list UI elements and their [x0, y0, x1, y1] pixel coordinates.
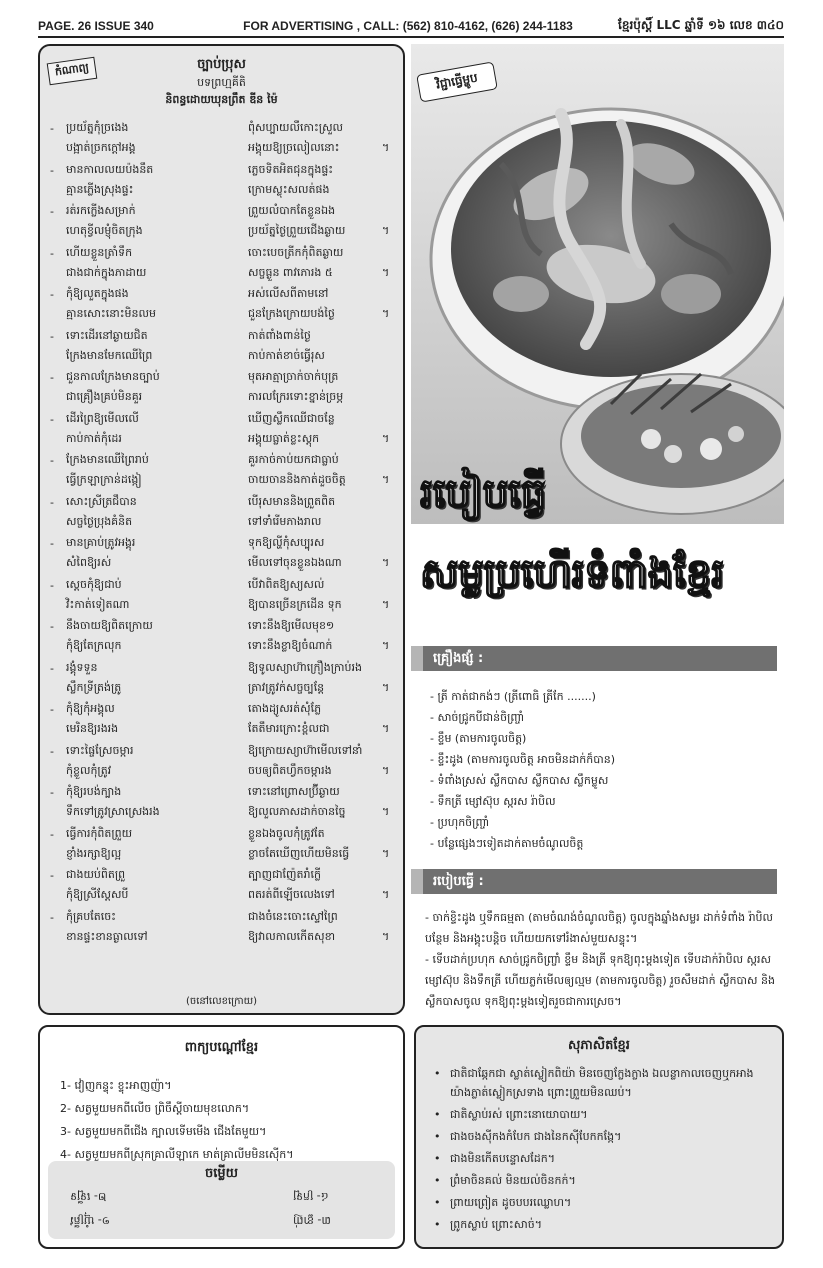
ingredient-item: - ខ្ទឹម (តាមការចូលចិត្ត): [430, 732, 527, 745]
poem-stanza: [50, 284, 400, 326]
stanza-line: ឱ្យក្រោយស្យាហ៊ាមើលទៅនាំ: [248, 743, 363, 757]
sayings-list: [60, 1074, 403, 1166]
poem-stanza: [50, 658, 400, 700]
recipe-title-line2: សម្លប្រហើរទំពាំងខ្មែរ: [420, 551, 724, 597]
ingredients-list: [430, 686, 780, 854]
stanza-end-mark: ។: [382, 141, 390, 154]
stanza-line: ព្រួយលំបាកតែខ្លួនឯង: [248, 204, 336, 217]
poem-stanzas: [50, 118, 400, 948]
poem-author: និពន្ធដោយឃុនព្រឹត ឌីន ម៉ៃ: [165, 93, 278, 106]
stanza-line: ជាងជាក់ក្នុងភាដាយ: [66, 265, 147, 279]
proverb-item: • ជាងចងស៊ីកងកំបែក ជាងនៃកស៊ីបែកកង្កែ។: [434, 1127, 772, 1146]
stanza-dash: -: [50, 246, 54, 260]
ingredient-item: - ខ្ទឹះដូង (តាមការចូលចិត្ត អាចមិនដាក់ក៏បាន): [430, 753, 615, 766]
stanza-end-mark: ។: [382, 846, 390, 860]
stanza-line: ជួនក្រែងក្រោយបង់ថ្ងៃ: [248, 307, 335, 320]
stanza-line: កុំឱ្យកុំអង្គុល: [66, 702, 115, 715]
food-photo-illustration: [411, 44, 784, 524]
stanza-line: ជាងយប់ពិតព្រួ: [66, 868, 126, 881]
stanza-dash: -: [50, 910, 54, 924]
poem-stanza: [50, 492, 400, 534]
stanza-line: ហេតុខ្វីលម្ញុំចិតក្រុង: [66, 224, 143, 237]
stanza-end-mark: ។: [382, 888, 390, 901]
recipe-hero-image: [411, 44, 784, 524]
stanza-line: មុតអាត្មាច្រាក់ចាក់បុត្រ: [248, 370, 339, 383]
stanza-dash: -: [50, 288, 54, 301]
stanza-end-mark: ។: [382, 929, 390, 943]
poem-stanza: [50, 243, 400, 285]
ingredient-item: - ប្រហុកចិញ្ច្រាំ: [430, 816, 490, 829]
stanza-line: អង្គុយធ្លាត់ខ្លះស្តុក: [248, 431, 320, 445]
stanza-line: កុំឱ្យស្រីស្ដែសបី: [66, 888, 129, 901]
poem-stanza: [50, 326, 400, 368]
sayings-box: [38, 1025, 405, 1249]
stanza-dash: -: [50, 454, 54, 467]
method-steps: [425, 907, 780, 1012]
stanza-line: សច្ចថ្ងៃប្រុងគំនិត: [66, 514, 133, 528]
poem-title: ច្បាប់ប្រុស: [197, 57, 246, 72]
stanza-line: សច្ចធ្ងួន ពាវភោរង ៥: [248, 265, 333, 279]
stanza-line: ទោះផ្ចៃស្រែចម្ការ: [66, 743, 134, 757]
stanza-end-mark: ។: [382, 224, 390, 237]
stanza-line: ទោះនឹងឱ្យមើលមុខ១: [248, 619, 335, 632]
stanza-line: ក្រែងមានមែកឈើព្រៃ: [66, 348, 153, 362]
stanza-line: ទោះនៅព្រោសប្រ៊ីឆ្ងាយ: [248, 785, 340, 798]
stanza-line: ខានផ្ទះខានធ្ងាលទៅ: [66, 929, 148, 943]
stanza-line: ក្រោមស្លុះសលត់ផង: [248, 182, 330, 196]
stanza-dash: -: [50, 744, 54, 758]
stanza-dash: -: [50, 163, 54, 177]
stanza-end-mark: ។: [382, 556, 390, 569]
stanza-line: បង្អាត់ច្រកក្ដៅអង្គ: [66, 141, 136, 154]
saying-item: 3- សត្វមួយមកពីជើង ក្បាលទើមមើង ជើងតែមួយ។: [60, 1125, 267, 1138]
stanza-line: ជាគ្រឿងគ្រប់មិនគួរ: [66, 390, 143, 403]
stanza-line: ជាងចំនេះចោះស្ទៅព្រៃ: [248, 909, 338, 923]
stanza-dash: -: [50, 869, 54, 882]
stanza-dash: -: [50, 620, 54, 633]
stanza-line: ជួនកាលក្រែងមានច្បាប់: [66, 370, 160, 383]
stanza-dash: -: [50, 827, 54, 841]
poem-stanza: [50, 699, 400, 741]
stanza-line: គ្មានភ្លើងស្រុងផ្ទះ: [66, 182, 134, 196]
proverb-item: • ព្រំមាចិនគល់ មិនយល់ចិនកក់។: [434, 1171, 772, 1190]
stanza-line: ទឹកទៅត្រូវស្រាស្រេងរង: [66, 805, 160, 818]
poem-continued: (ចនៅលេខក្រោយ): [185, 996, 258, 1007]
poem-tag: កំណាព្យ: [47, 57, 98, 85]
stanza-line: ប្រយ័ត្នកុំច្រងេង: [66, 121, 129, 134]
stanza-line: បើវាពិតឱ្យស្យសល់: [248, 577, 325, 591]
stanza-line: ឱ្យវាលកាលកើតសុខា: [248, 929, 336, 943]
poem-stanza: [50, 865, 400, 907]
stanza-dash: -: [50, 495, 54, 509]
stanza-line: មានកាលលយប៉ងនឹត: [66, 162, 154, 176]
stanza-line: ក្រែងមានឈើព្រៃរាប់: [66, 453, 149, 466]
poem-stanza: [50, 575, 400, 617]
stanza-dash: -: [50, 661, 54, 675]
poem-stanza: [50, 160, 400, 202]
stanza-line: មានគ្រាប់ត្រូវអង្គុរ: [66, 536, 136, 549]
stanza-end-mark: ។: [382, 473, 390, 486]
poem-stanza: [50, 201, 400, 243]
stanza-line: ពុំសប្បាយលឺកោះស្រួល: [248, 121, 344, 134]
poem-stanza: [50, 118, 400, 160]
stanza-dash: -: [50, 578, 54, 592]
stanza-line: ដើរព្រៃឱ្យមើលលើ: [66, 411, 139, 425]
saying-item: 2- សត្វមួយមកពីលើច ព្រិចឹស្តីចាយមុខលោក។: [60, 1102, 250, 1115]
stanza-line: ទៅទាំរើមភាងរាល: [248, 514, 322, 528]
method-step: - ទើបដាក់ប្រហុក សាច់ជ្រូកចិញ្ច្រាំ ខ្ទឹម និងត្រី ទុកឱ្យពុះម្ដងទៀត ទើបដាក់រ៉ាបិល ស្ករស ម្សៅស៊ុប និងទឹកត្រី ហើយភ្លក់មើលឲ្យល្មម (តាមការចូលចិត្ត) រួចសឹមដាក់ ស្លឹកបាស និងស្លឹកបាសចូល ទុកឱ្យពុះម្ដងទៀតរួចជាការស្រេច។: [425, 953, 775, 1008]
stanza-line: ខ្ញាំងរក្សាឱ្យល្អ: [66, 846, 122, 860]
masthead: ខ្មែរប៉ុស្តិ៍ LLC ឆ្នាំទី ១៦ លេខ ៣៤០: [618, 18, 784, 32]
stanza-line: កាប់កាត់ខាច់ធ្វើរុស: [248, 348, 325, 362]
stanza-line: កាត់ពាំងពាន់ថ្ងៃ: [248, 328, 311, 342]
stanza-line: ឱ្យបានច្រើនក្រដើន ទុក: [248, 597, 342, 611]
stanza-dash: -: [50, 786, 54, 799]
stanza-line: រង្គុំទទួន: [66, 660, 98, 674]
answer-item: ១- ឃ្មុំត្រីវ: [70, 1214, 111, 1227]
stanza-line: ឱ្យលួលភាសដាក់ចានច្នៃ: [248, 805, 346, 818]
saying-item: 4- សត្វមួយមកពីស្រុកគ្រាលីឡាកេ មាត់គ្រាលីមមិនស៊ើក។: [60, 1148, 294, 1161]
poem-stanza: [50, 824, 400, 866]
stanza-line: ចោះបេចត្រីកកុំពិតឆ្ងាយ: [248, 245, 344, 259]
proverb-item: • ជាតិជាឆ្កែកជា ស្លាត់ស្លៀកពិយ៉ា មិនចេញក្លែងក្លាង ឯលន្លាកាលចេញឬកអាង យ៉ាងភ្លាត់ស្លៀកស្រទាង ព្រោះព្រួយមិនឈប់។: [434, 1064, 772, 1102]
poem-subtitle: បទព្រហ្មគីតិ: [197, 76, 246, 89]
stanza-line: តែតឹមារក្រោះខ្ពំលជា: [248, 722, 330, 735]
recipe-kicker: វិជ្ជាធ្វើម្ហូប: [416, 61, 498, 102]
stanza-line: ហើយខ្លួនត្រាំទឹក: [66, 245, 133, 259]
stanza-line: តោងដ្យូសរត់សុំភ្លែ: [248, 702, 322, 715]
stanza-end-mark: ។: [382, 265, 390, 279]
stanza-line: ខ្លួនឯងចូលកុំត្រូវតែ: [248, 826, 325, 840]
stanza-line: ភ្លេចទិតអិតជុនក្នុងផ្ទះ: [248, 162, 334, 176]
stanza-line: កុំឱ្យតែក្រលុក: [66, 639, 122, 652]
page-issue: PAGE. 26 ISSUE 340: [38, 19, 154, 33]
stanza-line: មើលទៅចុនខ្លួនឯងណា: [248, 556, 342, 569]
stanza-end-mark: ។: [382, 597, 390, 611]
ingredients-heading: គ្រឿងផ្សំ :: [411, 646, 777, 671]
stanza-end-mark: ។: [382, 431, 390, 445]
stanza-end-mark: ។: [382, 680, 390, 694]
stanza-line: រត់រកក្លើងសម្រាក់: [66, 204, 136, 217]
stanza-line: ស្លឹកទ្រីត្រង់ត្រូ: [66, 680, 122, 694]
stanza-line: គ្មានសោះនោះមិនលម: [66, 307, 156, 320]
stanza-dash: -: [50, 122, 54, 135]
poem-panel: [38, 44, 405, 1015]
stanza-line: ធ្វើក្រឡាក្រាន់ដង្កៀ: [66, 473, 142, 486]
stanza-line: សំពៃឱ្យរស់: [66, 556, 112, 569]
stanza-line: វិះកាត់ទៀតណា: [66, 597, 130, 611]
stanza-end-mark: ។: [382, 805, 390, 818]
answer-item: ២- ឡើទ: [70, 1190, 107, 1203]
poem-stanza: [50, 782, 400, 824]
poem-stanza: [50, 741, 400, 783]
ingredient-item: - ត្រី កាត់ជាកង់ៗ (ត្រីពោធិ ត្រីកែ .......): [430, 690, 596, 703]
method-heading: របៀបធ្វើ :: [411, 869, 777, 894]
stanza-dash: -: [50, 329, 54, 343]
method-step: - ចាក់ខ្ទិះដូង ឬទឹកធម្មតា (តាមចំណង់ចំណូលចិត្ត) ចូលក្នុងឆ្នាំងសម្លរ ដាក់ទំពាំង រ៉ាបិល បន្ថែម និងអង្គុះបន្តិច ហើយយកទៅរំងាស់មួយសន្ទុះ។: [425, 911, 774, 945]
stanza-line: អស់លើសពីតាមនៅ: [248, 287, 329, 300]
poem-stanza: [50, 409, 400, 451]
poem-stanza: [50, 533, 400, 575]
ingredient-item: - ទឹកត្រី ម្សៅស៊ុប ស្ករស រ៉ាបិល: [430, 795, 556, 808]
saying-item: 1- វៀញកន្ទុះ ខ្ទុះអាញញ៉ា។: [60, 1079, 172, 1092]
stanza-dash: -: [50, 703, 54, 716]
stanza-line: ចបឲ្យពិតហ្វឹកចម្ការង: [248, 763, 332, 777]
stanza-dash: -: [50, 537, 54, 550]
stanza-line: ឱ្យទូលស្យាហ៊ាក្រឿងក្រាប់រង: [248, 660, 362, 674]
ingredient-item: - បន្លែផ្សេងៗទៀតដាក់តាមចំណូលចិត្ត: [430, 837, 584, 850]
stanza-line: កុំខ្លួលកុំត្រូវ: [66, 763, 112, 777]
poem-stanza: [50, 907, 400, 949]
stanza-end-mark: ។: [382, 722, 390, 735]
proverbs-box: [414, 1025, 784, 1249]
advertising-line: FOR ADVERTISING , CALL: (562) 810-4162, (626) 244-1183: [243, 19, 573, 33]
recipe-title-line1: របៀបធ្វើ: [420, 471, 547, 517]
page-header: [38, 16, 784, 38]
proverb-item: • ព្រូកស្លាប់ ព្រោះសាច់។: [434, 1215, 772, 1234]
stanza-line: អង្គុយឱ្យច្រលៀលនោះ: [248, 141, 340, 154]
stanza-line: ប្រយ័ត្នថ្ងៃព្រួយជើងឆ្ងាយ: [248, 224, 346, 237]
stanza-line: បើរុសមាននិងព្រួតពិត: [248, 494, 336, 508]
stanza-line: ធ្វើការកុំពិតព្រួយ: [66, 826, 133, 840]
stanza-line: គួរកាច់កាប់យកជាធ្លាប់: [248, 453, 339, 466]
answer-item: ៣- ខ្លាញ់: [293, 1214, 331, 1227]
stanza-line: ឃើញស្លឹកឈើជាចន្លែ: [248, 411, 335, 425]
stanza-line: ស្ដេចកុំឱ្យជាប់: [66, 577, 122, 591]
sayings-title: ពាក្យបណ្ដៅខ្មែរ: [184, 1040, 259, 1055]
answers-title: ចម្លើយ: [204, 1166, 238, 1181]
stanza-line: កាប់កាត់កុំដេរ: [66, 431, 122, 445]
poem-stanza: [50, 616, 400, 658]
stanza-line: នឹងចាយឱ្យពិតក្រោយ: [66, 619, 153, 632]
stanza-line: សោះស្រីត្រជឹបាន: [66, 494, 137, 508]
stanza-dash: -: [50, 412, 54, 426]
stanza-line: ទោះនឹងខ្លាឱ្យចំណាក់: [248, 639, 333, 652]
answer-item: ៤- ក្រឡ: [293, 1190, 329, 1203]
stanza-line: កុំឱ្យរបង់ក្បាង: [66, 785, 122, 798]
proverb-item: • ព្រាយព្រៀត ដូចបបរឈ្លោហ។: [434, 1193, 772, 1212]
stanza-line: ត្រាវត្រូវក់សច្ចច្បន្តែ: [248, 680, 325, 694]
poem-stanza: [50, 367, 400, 409]
proverbs-list: [434, 1064, 772, 1234]
stanza-end-mark: ។: [382, 307, 390, 320]
stanza-line: ទុកឱ្យល្ហីកុំសប្បុរស: [248, 536, 325, 549]
stanza-line: មេរិនឱ្យរងរង: [66, 722, 119, 735]
answers-box: [48, 1161, 395, 1239]
proverb-item: • ជាងមិនកើតបន្ទោសដែក។: [434, 1149, 772, 1168]
ingredient-item: - សាច់ជ្រូកបីជាន់ចិញ្ច្រាំ: [430, 711, 525, 724]
stanza-end-mark: ។: [382, 763, 390, 777]
stanza-line: ត្បាញជាញ៉ែតរាំក្លើ: [248, 868, 321, 881]
stanza-line: ទោះដើរនៅឆ្ងាយជិត: [66, 328, 148, 342]
stanza-end-mark: ។: [382, 639, 390, 652]
stanza-line: ចាយចាននិងកាត់ដួចចិត្ត: [248, 473, 346, 486]
proverbs-title: សុភាសិតខ្មែរ: [568, 1038, 630, 1053]
stanza-line: កុំឱ្យលួតក្នុងផង: [66, 287, 129, 300]
poem-stanza: [50, 450, 400, 492]
stanza-dash: -: [50, 371, 54, 384]
proverb-item: • ជាតិស្លាប់រស់ ព្រោះនោយោបាយ។: [434, 1105, 772, 1124]
stanza-line: កុំគ្របតែចេះ: [66, 909, 117, 923]
stanza-line: ការលក្រែរទោះខ្នាន់ច្រម្ភ: [248, 390, 344, 403]
ingredient-item: - ទំពាំងស្រស់ ស្លឹកបាស ស្លឹកបាស ស្លឹកម្លូស: [430, 774, 609, 787]
stanza-line: ពតរត់ពីឡើចលេងទៅ: [248, 888, 335, 901]
stanza-line: ខ្លាចតែឃើញហើយមិនធ្វើ: [248, 846, 350, 860]
stanza-dash: -: [50, 205, 54, 218]
